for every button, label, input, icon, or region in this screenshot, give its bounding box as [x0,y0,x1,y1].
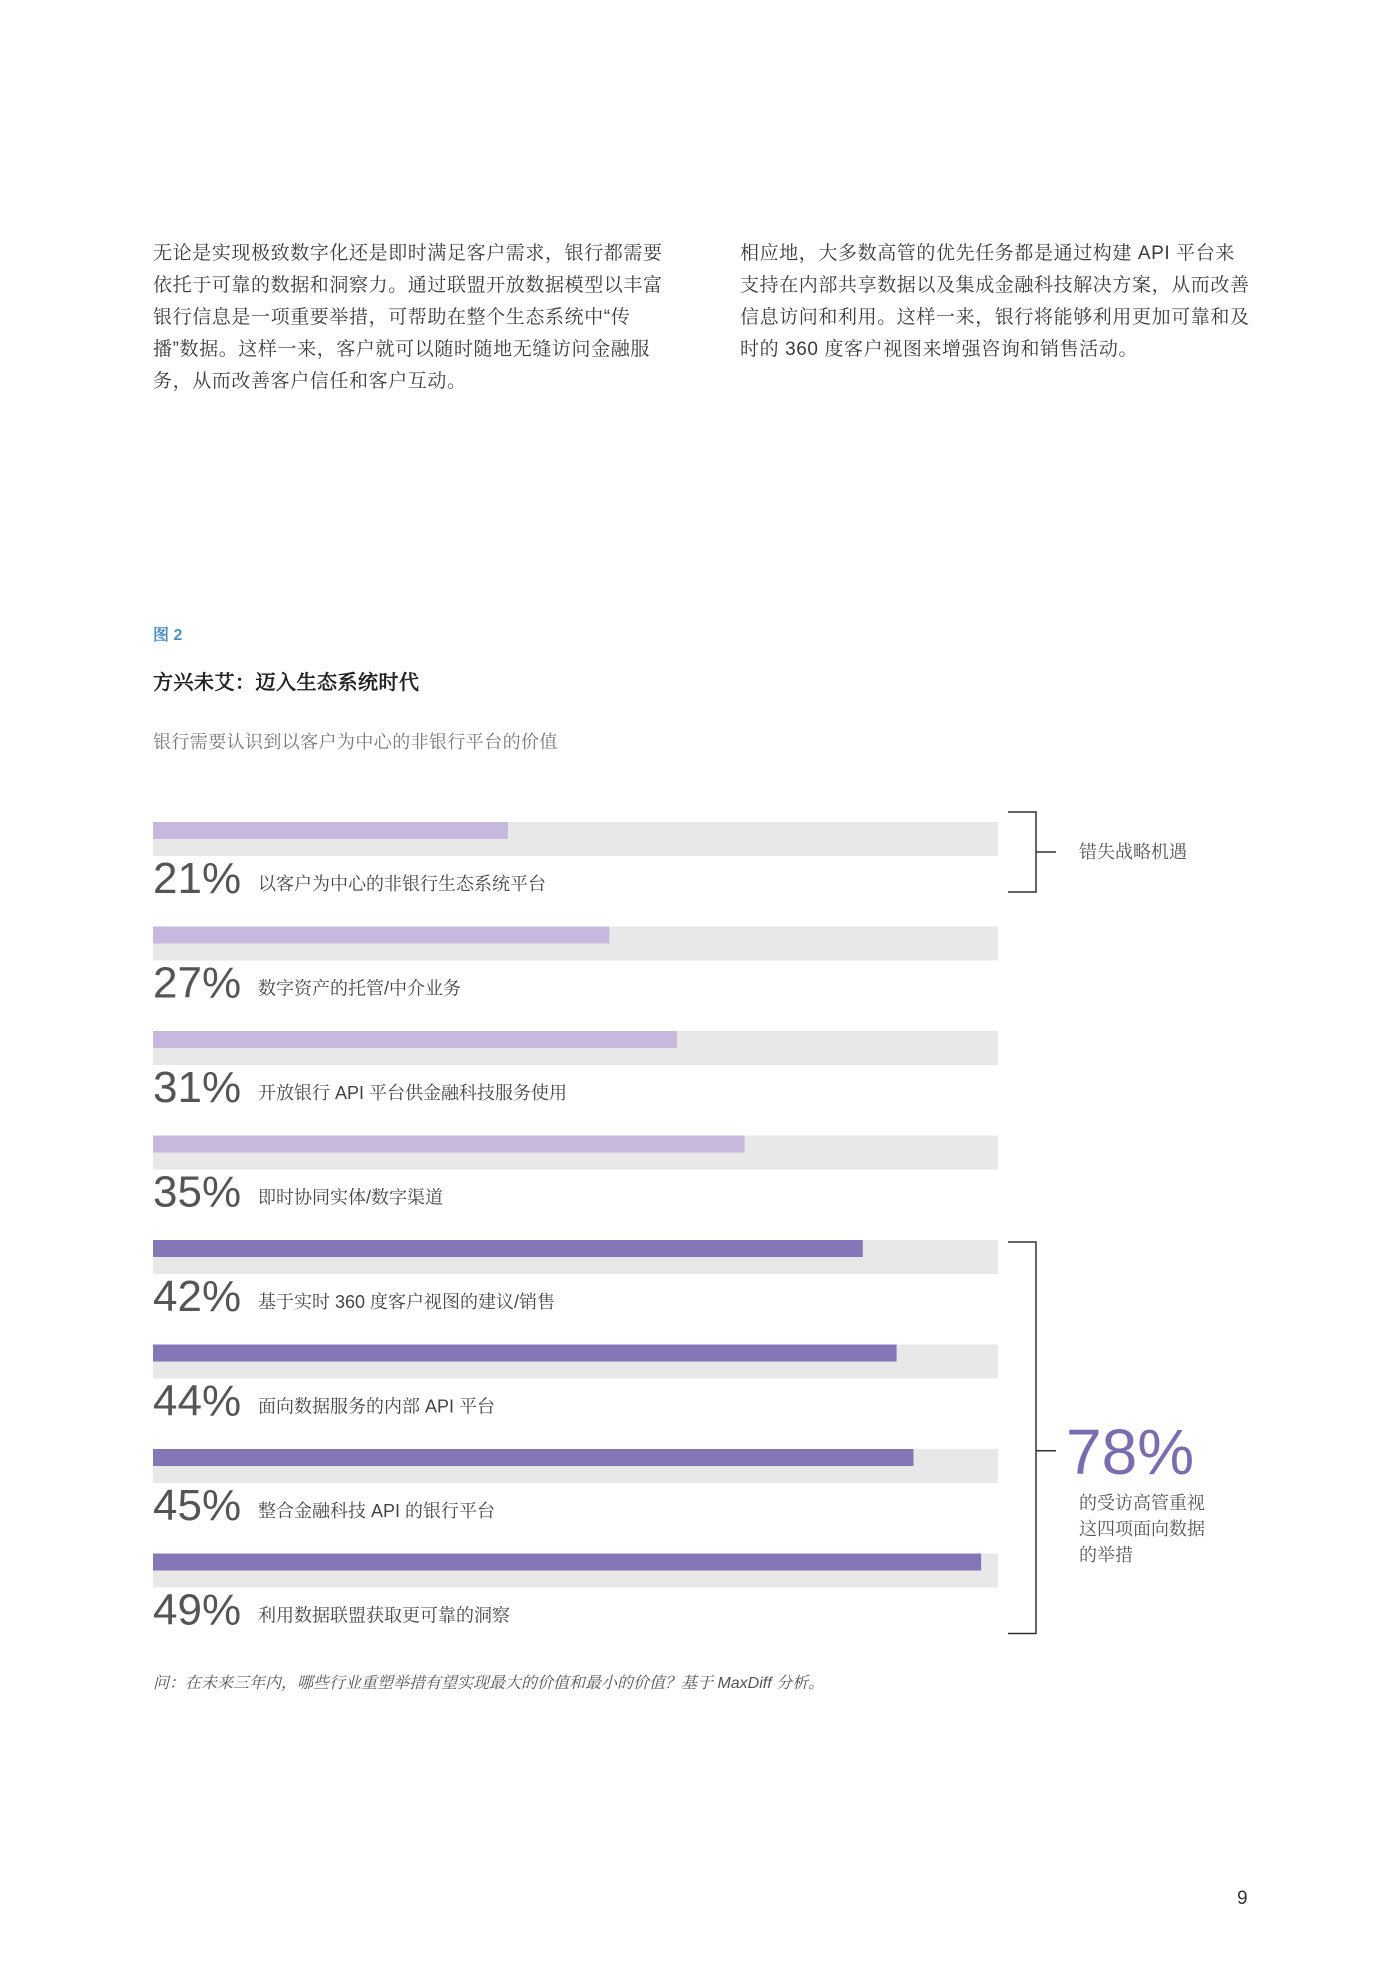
priority-annotation-line: 的受访高管重视 [1079,1492,1205,1513]
priority-annotation-line: 的举措 [1079,1544,1133,1565]
bar-value-label: 35% [153,1167,242,1217]
bar-value-label: 45% [153,1481,242,1530]
bar-category-label: 即时协同实体/数字渠道 [258,1187,443,1208]
bracket-missed [1008,812,1056,892]
priority-percentage: 78% [1066,1415,1195,1488]
bar-value-label: 44% [153,1376,242,1426]
bar-value-label: 27% [153,958,242,1008]
bar-category-label: 利用数据联盟获取更可靠的洞察 [258,1605,510,1626]
bar-value-label: 31% [153,1063,242,1112]
bracket-priority [1008,1242,1056,1634]
bar-value-label: 49% [153,1585,242,1635]
paragraph-left: 无论是实现极致数字化还是即时满足客户需求，银行都需要依托于可靠的数据和洞察力。通过联盟开放数据模型以丰富银行信息是一项重要举措，可帮助在整个生态系统中“传播”数据。这样一来，客户就可以随时随地无缝访问金融服务，从而改善客户信任和客户互动。 [153,243,663,392]
figure-title: 方兴未艾：迈入生态系统时代 [153,672,420,694]
figure-subtitle: 银行需要认识到以客户为中心的非银行平台的价值 [153,732,558,752]
bar-category-label: 基于实时 360 度客户视图的建议/销售 [258,1292,556,1312]
bar-value-label: 21% [153,854,242,903]
bar-category-label: 整合金融科技 API 的银行平台 [258,1501,496,1521]
bar [153,1136,745,1153]
bar [153,1449,914,1466]
paragraph-right: 相应地，大多数高管的优先任务都是通过构建 API 平台来支持在内部共享数据以及集成金融科技解决方案，从而改善信息访问和利用。这样一来，银行将能够利用更加可靠和及时的 360 度客户视图来增强咨询和销售活动。 [740,243,1250,360]
figure-label: 图 2 [153,627,183,644]
bar [153,1345,897,1362]
bar-category-label: 以客户为中心的非银行生态系统平台 [258,874,546,894]
bar [153,1554,981,1571]
footnote: 问：在未来三年内，哪些行业重塑举措有望实现最大的价值和最小的价值？基于 MaxDiff 分析。 [153,1675,825,1692]
bar [153,1240,863,1257]
bar [153,927,609,944]
bar-category-label: 面向数据服务的内部 API 平台 [258,1396,496,1417]
page-number: 9 [1237,1888,1248,1909]
missed-annotation: 错失战略机遇 [1079,842,1187,862]
bar [153,1031,677,1048]
priority-annotation-line: 这四项面向数据 [1079,1518,1205,1539]
bar-value-label: 42% [153,1272,242,1321]
bar-category-label: 数字资产的托管/中介业务 [258,978,461,999]
bar-category-label: 开放银行 API 平台供金融科技服务使用 [258,1083,568,1103]
bar [153,822,508,839]
